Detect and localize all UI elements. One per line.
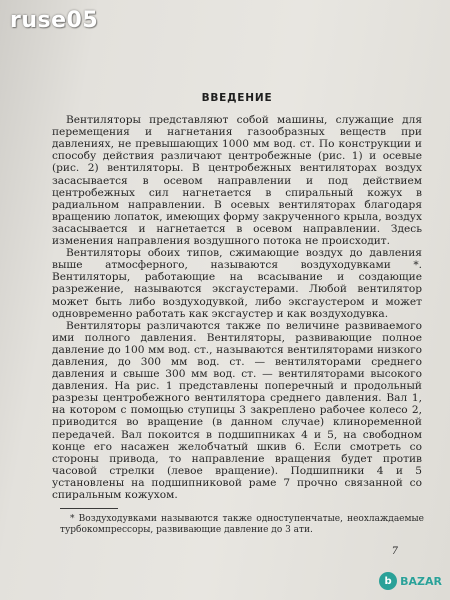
page-number: 7 xyxy=(391,546,398,557)
footnote-divider xyxy=(60,508,118,509)
paragraph-2: Вентиляторы обоих типов, сжимающие воздух до давления выше атмосферного, называются воздуходувками *. Вентиляторы, работающие на всасывание и создающие разрежение, называются эксгаустерами. Любой вентилятор может быть либо воздуходувкой, либо эксгаустером и может одновременно работать как эксгаустер и как воздуходувка. xyxy=(52,247,422,320)
logo-text: BAZAR xyxy=(400,574,442,588)
footnote: * Воздуходувками называются также одноступенчатые, неохлаждаемые турбокомпрессоры, развивающие давление до 3 ати. xyxy=(60,514,424,535)
page-content xyxy=(52,92,422,501)
paragraph-3: Вентиляторы различаются также по величине развиваемого ими полного давления. Вентиляторы, развивающие полное давление до 100 мм вод. ст., называются вентиляторами низкого давления, до 300 мм вод. ст. — вентиляторами среднего давления и свыше 300 мм вод. ст. — вентиляторами высокого давления. На рис. 1 представлены поперечный и продольный разрезы центробежного вентилятора среднего давления. Вал 1, на котором с помощью ступицы 3 закреплено рабочее колесо 2, приводится во вращение (в данном случае) клиноременной передачей. Вал покоится в подшипниках 4 и 5, на свободном конце его насажен желобчатый шкив 6. Если смотреть со стороны привода, то направление вращения будет против часовой стрелки (левое вращение). Подшипники 4 и 5 установлены на подшипниковой раме 7 прочно связанной со спиральным кожухом. xyxy=(52,319,422,501)
section-heading: ВВЕДЕНИЕ xyxy=(201,92,273,104)
bazar-logo-icon: b xyxy=(379,572,397,590)
paragraph-1: Вентиляторы представляют собой машины, служащие для перемещения и нагнетания газообразных веществ при давлениях, не превышающих 1000 мм вод. ст. По конструкции и способу действия различают центробежные (рис. 1) и осевые (рис. 2) вентиляторы. В центробежных вентиляторах воздух засасывается в осевом направлении и под действием центробежных сил нагнетается в спиральный кожух в радиальном направлении. В осевых вентиляторах благодаря вращению лопаток, имеющих форму закрученного крыла, воздух засасывается и нагнетается в осевом направлении. Здесь изменения направления воздушного потока не происходит. xyxy=(52,114,422,248)
site-logo xyxy=(379,572,442,590)
watermark: ruse05 xyxy=(10,8,99,33)
